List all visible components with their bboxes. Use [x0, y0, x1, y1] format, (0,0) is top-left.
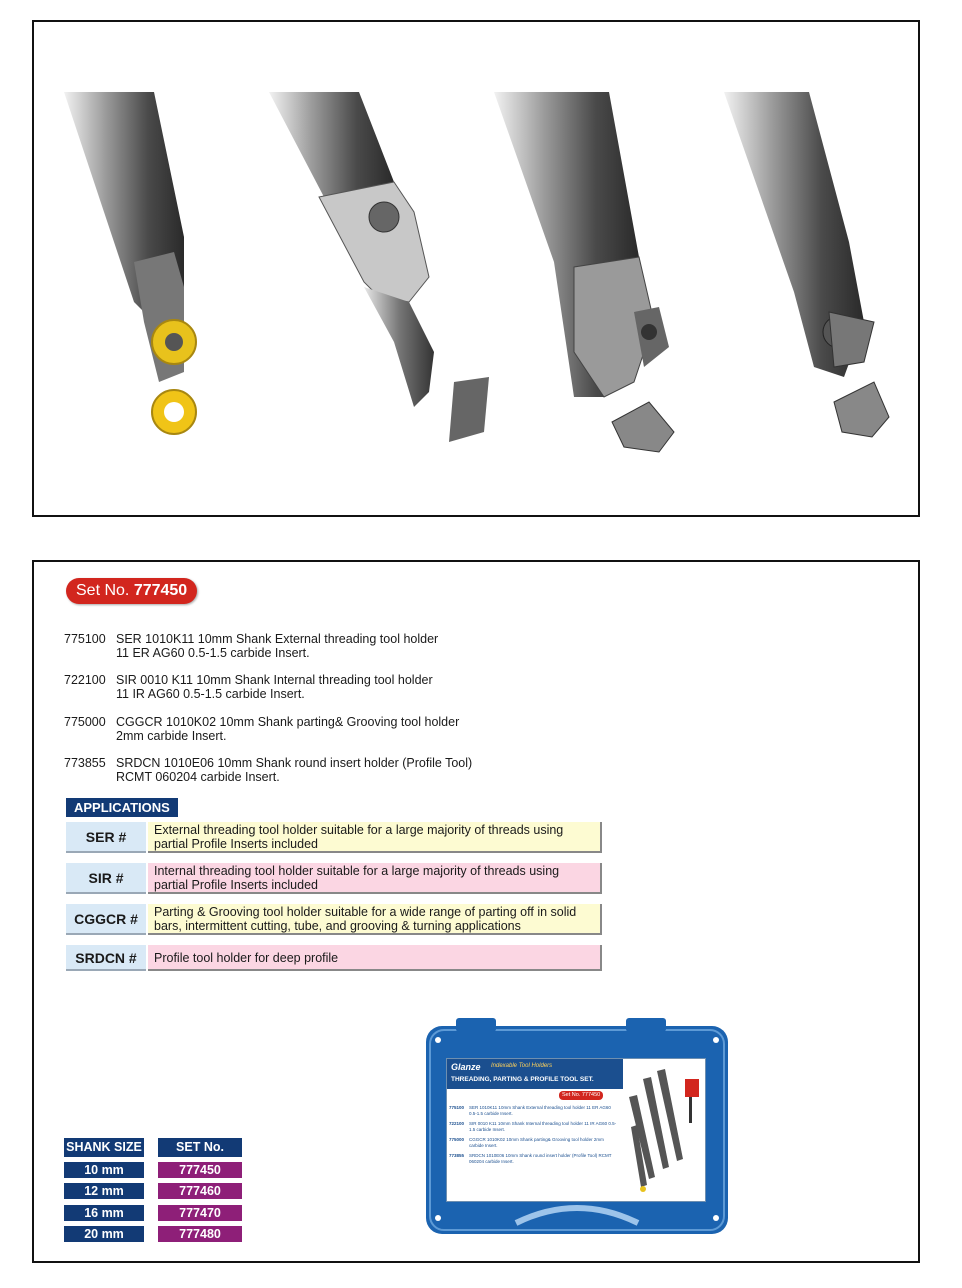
shank-size-cell: 20 mm	[64, 1226, 144, 1242]
set-badge-prefix: Set No.	[76, 582, 130, 599]
tool-case-image	[426, 1018, 728, 1238]
set-no-header: SET No.	[158, 1138, 242, 1157]
item-line1: SER 1010K11 10mm Shank External threading tool holder	[116, 632, 439, 646]
list-item	[64, 673, 433, 701]
item-line2: RCMT 060204 carbide Insert.	[116, 770, 280, 784]
case-item-text: SER 1010K11 10mm Shank External threading tool holder 11 ER AG60 0.5-1.5 carbide Insert.	[469, 1105, 611, 1116]
set-badge-number: 777450	[133, 582, 188, 599]
application-desc: Internal threading tool holder suitable for a large majority of threads using partial Profile Inserts included	[148, 863, 602, 894]
application-row-srdcn	[66, 945, 602, 971]
list-item	[64, 715, 459, 743]
case-label-header	[447, 1059, 623, 1089]
item-line2: 11 ER AG60 0.5-1.5 carbide Insert.	[116, 646, 310, 660]
case-item-text: CGGCR 1010K02 10mm Shank parting& Grooving tool holder 2mm carbide Insert.	[469, 1137, 604, 1148]
shank-size-cell: 12 mm	[64, 1183, 144, 1199]
item-line2: 11 IR AG60 0.5-1.5 carbide Insert.	[116, 687, 305, 701]
application-label: SER #	[66, 822, 146, 853]
set-no-cell: 777470	[158, 1205, 242, 1221]
set-no-cell: 777480	[158, 1226, 242, 1242]
application-desc: External threading tool holder suitable for a large majority of threads using partial Profile Inserts included	[148, 822, 602, 853]
case-set-number: Set No. 777450	[559, 1091, 603, 1100]
list-item	[64, 756, 472, 784]
set-no-cell: 777450	[158, 1162, 242, 1178]
case-brand: Glanze	[451, 1062, 481, 1072]
case-item-code: 773855	[449, 1153, 465, 1158]
case-item-code: 775100	[449, 1105, 465, 1110]
application-desc: Parting & Grooving tool holder suitable for a wide range of parting off in solid bars, intermittent cutting, tube, and grooving & turning applications	[148, 904, 602, 935]
case-item-code: 775000	[449, 1137, 465, 1142]
case-label-panel	[446, 1058, 706, 1202]
case-item	[449, 1137, 619, 1148]
item-code: 722100	[64, 673, 106, 687]
application-label: SIR #	[66, 863, 146, 894]
application-label: SRDCN #	[66, 945, 146, 971]
case-item	[449, 1153, 619, 1164]
set-no-cell: 777460	[158, 1183, 242, 1199]
shank-size-cell: 16 mm	[64, 1205, 144, 1221]
application-row-cggcr	[66, 904, 602, 935]
tool-holders-image	[34, 22, 918, 515]
item-line2: 2mm carbide Insert.	[116, 729, 227, 743]
set-number-badge	[66, 578, 197, 604]
application-row-sir	[66, 863, 602, 894]
item-code: 773855	[64, 756, 106, 770]
application-row-ser	[66, 822, 602, 853]
shank-size-cell: 10 mm	[64, 1162, 144, 1178]
case-item-text: SRDCN 1010E06 10mm Shank round insert holder (Profile Tool) RCMT 060204 carbide Insert.	[469, 1153, 612, 1164]
list-item	[64, 632, 438, 660]
product-info-panel	[32, 560, 920, 1263]
tool-photos-panel	[32, 20, 920, 517]
applications-header: APPLICATIONS	[66, 798, 178, 817]
item-line1: CGGCR 1010K02 10mm Shank parting& Grooving tool holder	[116, 715, 460, 729]
shank-size-header: SHANK SIZE	[64, 1138, 144, 1157]
case-tools-illustration	[627, 1067, 703, 1195]
application-label: CGGCR #	[66, 904, 146, 935]
item-line1: SRDCN 1010E06 10mm Shank round insert holder (Profile Tool)	[116, 756, 473, 770]
case-item-text: SIR 0010 K11 10mm Shank Internal threading tool holder 11 IR AG60 0.5-1.5 carbide Insert.	[469, 1121, 617, 1132]
application-desc: Profile tool holder for deep profile	[148, 945, 602, 971]
case-item-code: 722100	[449, 1121, 465, 1126]
item-code: 775100	[64, 632, 106, 646]
case-item	[449, 1121, 619, 1132]
item-code: 775000	[64, 715, 106, 729]
case-title: THREADING, PARTING & PROFILE TOOL SET.	[451, 1076, 594, 1083]
case-item	[449, 1105, 619, 1116]
item-line1: SIR 0010 K11 10mm Shank Internal threading tool holder	[116, 673, 433, 687]
case-subtitle: Indexable Tool Holders	[491, 1063, 553, 1069]
